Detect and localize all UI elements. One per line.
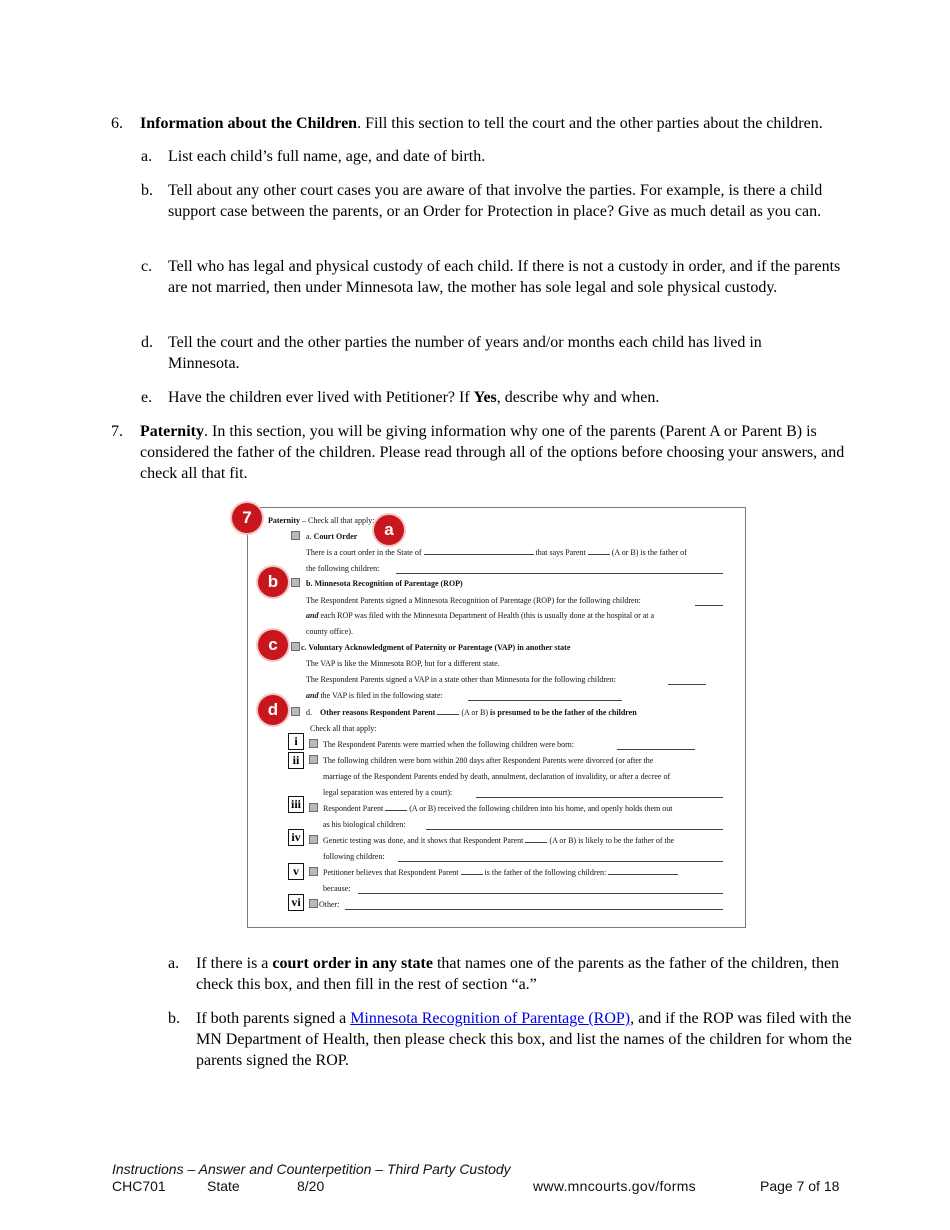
checkbox-vi xyxy=(309,899,318,908)
figure-a-line1 xyxy=(306,548,687,558)
section-6-intro: . Fill this section to tell the court and the other parties about the children. xyxy=(357,115,823,132)
badge-d: d xyxy=(258,695,288,725)
blank-line xyxy=(461,874,483,875)
figure-text: is presumed to be the father of the children xyxy=(490,708,637,717)
footer-date: 8/20 xyxy=(297,1178,325,1194)
item-text: If there is a xyxy=(196,955,273,972)
roman-label-iii: iii xyxy=(288,796,304,813)
blank-line xyxy=(437,714,459,715)
blank-line xyxy=(345,909,723,910)
blank-line xyxy=(695,605,723,606)
roman-label-vi: vi xyxy=(288,894,304,911)
figure-text: Petitioner believes that Respondent Parent xyxy=(323,868,459,877)
roman-label-ii: ii xyxy=(288,752,304,769)
section-7-number: 7. xyxy=(111,423,123,440)
badge-c: c xyxy=(258,630,288,660)
checkbox-v xyxy=(309,867,318,876)
figure-header-rest: – Check all that apply: xyxy=(300,516,375,525)
footer-title: Instructions – Answer and Counterpetition – Third Party Custody xyxy=(112,1161,511,1177)
checkbox-other-reasons xyxy=(291,707,300,716)
figure-vi-text: Other: xyxy=(319,900,340,909)
figure-v-line1 xyxy=(323,868,678,878)
figure-text: (A or B) is likely to be the father of the xyxy=(549,836,675,845)
figure-iv-line1 xyxy=(323,836,674,846)
footer-page: Page 7 of 18 xyxy=(760,1178,840,1194)
figure-text: (A or B) received the following children into his home, and openly holds them out xyxy=(409,804,673,813)
figure-letter: a. xyxy=(306,532,312,541)
checkbox-rop xyxy=(291,578,300,587)
item-bold: court order in any state xyxy=(272,955,433,972)
figure-text: Other reasons Respondent Parent xyxy=(320,708,436,717)
blank-line xyxy=(668,684,706,685)
blank-line xyxy=(358,893,723,894)
figure-a-title: Court Order xyxy=(313,532,358,541)
blank-line xyxy=(398,861,723,862)
figure-text: (A or B) is the father of xyxy=(611,548,687,557)
checkbox-court-order xyxy=(291,531,300,540)
section-6-item-b: Tell about any other court cases you are aware of that involve the parties. For example, is there a child support case between the parents, or an Order for Protection in place? Give as much detail as you can. xyxy=(168,182,823,220)
item-text: , and if the ROP was filed with the MN Department of Health, then please check this box, and list the names of the children for whom the parents signed the ROP. xyxy=(196,1010,852,1069)
badge-a: a xyxy=(374,515,404,545)
blank-line xyxy=(426,829,723,830)
item-letter: b. xyxy=(141,182,153,199)
figure-text: the VAP is filed in the following state: xyxy=(318,691,443,700)
blank-line xyxy=(608,874,678,875)
figure-text: that says Parent xyxy=(535,548,586,557)
section-6-number: 6. xyxy=(111,115,123,132)
figure-text: There is a court order in the State of xyxy=(306,548,422,557)
section-7-title: Paternity xyxy=(140,423,204,440)
blank-line xyxy=(588,554,610,555)
figure-ii-line3: legal separation was entered by a court): xyxy=(323,788,453,797)
section-6-item-a: List each child’s full name, age, and date of birth. xyxy=(168,148,486,165)
checkbox-iii xyxy=(309,803,318,812)
blank-line xyxy=(385,810,407,811)
item-letter: c. xyxy=(141,258,153,275)
blank-line xyxy=(617,749,695,750)
roman-label-i: i xyxy=(288,733,304,750)
checkbox-vap xyxy=(291,642,300,651)
figure-iii-line1 xyxy=(323,804,673,814)
blank-line xyxy=(424,554,534,555)
section-6-title: Information about the Children xyxy=(140,115,358,132)
figure-c-line1: The VAP is like the Minnesota ROP, but for a different state. xyxy=(306,659,500,668)
figure-c-line3 xyxy=(306,691,443,701)
item-text: that names one of the parents as the father of the children, then check this box, and then fill in the rest of section “a.” xyxy=(196,955,840,993)
figure-c-line2: The Respondent Parents signed a VAP in a state other than Minnesota for the following children: xyxy=(306,675,616,684)
footer-type: State xyxy=(207,1178,240,1194)
section-7-intro: . In this section, you will be giving information why one of the parents (Parent A or Parent B) is considered the father of the children. Please read through all of the options before choosing your answers, and check all that fit. xyxy=(140,423,845,482)
figure-i-text: The Respondent Parents were married when the following children were born: xyxy=(323,740,575,749)
figure-letter: d. xyxy=(306,708,312,717)
checkbox-ii xyxy=(309,755,318,764)
section-6-item-e xyxy=(168,387,858,408)
blank-line xyxy=(525,842,547,843)
figure-d-title xyxy=(306,708,637,718)
figure-iv-line2: following children: xyxy=(323,852,385,861)
item-letter: e. xyxy=(141,389,153,406)
item-text: , describe why and when. xyxy=(496,389,660,406)
roman-label-iv: iv xyxy=(288,829,304,846)
checkbox-iv xyxy=(309,835,318,844)
figure-v-line2: because: xyxy=(323,884,351,893)
blank-line xyxy=(468,700,622,701)
badge-7: 7 xyxy=(232,503,262,533)
footer-url: www.mncourts.gov/forms xyxy=(533,1178,696,1194)
item-letter: a. xyxy=(168,955,180,972)
figure-text: Respondent Parent xyxy=(323,804,384,813)
figure-iii-line2: as his biological children: xyxy=(323,820,406,829)
figure-and: and xyxy=(306,691,319,700)
figure-ii-line2: marriage of the Respondent Parents ended by death, annulment, declaration of invalidity, or after a decree of xyxy=(323,772,671,781)
figure-b-line1: The Respondent Parents signed a Minnesota Recognition of Parentage (ROP) for the following children: xyxy=(306,596,641,605)
item-letter: b. xyxy=(168,1010,180,1027)
figure-and: and xyxy=(306,611,319,620)
figure-text: Genetic testing was done, and it shows that Respondent Parent xyxy=(323,836,524,845)
figure-text: is the father of the following children: xyxy=(484,868,607,877)
item-letter: a. xyxy=(141,148,153,165)
explanation-court-order xyxy=(196,953,864,995)
item-text: Have the children ever lived with Petitioner? If xyxy=(168,389,474,406)
figure-text: (A or B) xyxy=(461,708,489,717)
item-text: If both parents signed a xyxy=(196,1010,351,1027)
figure-check-all: Check all that apply: xyxy=(310,724,377,733)
item-bold: Yes xyxy=(473,389,497,406)
blank-line xyxy=(476,797,723,798)
figure-b-line3: county office). xyxy=(306,627,353,636)
figure-ii-line1: The following children were born within 280 days after Respondent Parents were divorced (or after the xyxy=(323,756,654,765)
item-letter: d. xyxy=(141,334,153,351)
figure-b-line2 xyxy=(306,611,654,621)
badge-b: b xyxy=(258,567,288,597)
roman-label-v: v xyxy=(288,863,304,880)
section-6-item-c: Tell who has legal and physical custody of each child. If there is not a custody in order, and if the parents are not married, then under Minnesota law, the mother has sole legal and sole physical custody. xyxy=(168,258,841,296)
rop-link[interactable]: Minnesota Recognition of Parentage (ROP) xyxy=(350,1010,631,1027)
footer-code: CHC701 xyxy=(112,1178,166,1194)
figure-b-title: b. Minnesota Recognition of Parentage (ROP) xyxy=(306,579,463,588)
blank-line xyxy=(396,573,723,574)
figure-text: each ROP was filed with the Minnesota Department of Health (this is usually done at the hospital or at a xyxy=(318,611,655,620)
explanation-rop xyxy=(196,1008,864,1071)
figure-c-title: c. Voluntary Acknowledgment of Paternity or Parentage (VAP) in another state xyxy=(301,643,571,652)
paternity-form-figure xyxy=(247,507,746,928)
checkbox-i xyxy=(309,739,318,748)
section-6-item-d: Tell the court and the other parties the number of years and/or months each child has lived in Minnesota. xyxy=(168,334,762,372)
figure-a-line2: the following children: xyxy=(306,564,380,573)
figure-header-bold: Paternity xyxy=(268,516,300,525)
figure-header xyxy=(268,516,374,526)
